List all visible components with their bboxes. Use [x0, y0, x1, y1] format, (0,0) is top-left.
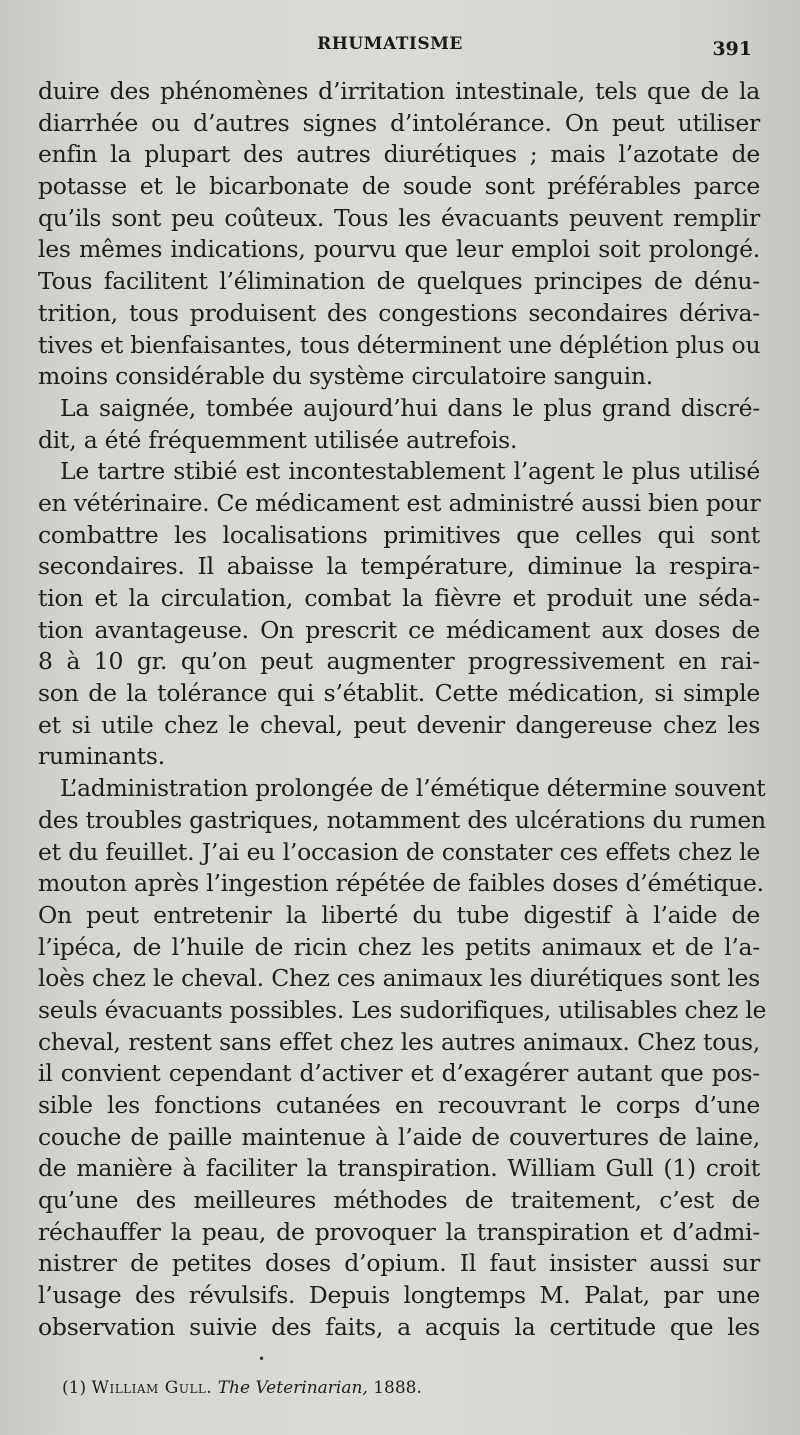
- text-line: tion avantageuse. On prescrit ce médicament aux doses de: [38, 615, 760, 644]
- text-line: l’usage des révulsifs. Depuis longtemps M. Palat, par une: [38, 1281, 760, 1310]
- text-line: potasse et le bicarbonate de soude sont préférables parce: [38, 172, 760, 201]
- text-line: tion et la circulation, combat la fièvre et produit une séda-: [38, 584, 760, 612]
- text-line: On peut entretenir la liberté du tube digestif à l’aide de: [38, 900, 760, 929]
- text-line: son de la tolérance qui s’établit. Cette médication, si simple: [38, 679, 760, 708]
- text-line: et si utile chez le cheval, peut devenir dangereuse chez les: [38, 710, 760, 739]
- text-line: secondaires. Il abaisse la température, diminue la respira-: [38, 552, 760, 581]
- footnote-marker: (1): [62, 1378, 87, 1398]
- text-line: mouton après l’ingestion répétée de faibles doses d’émétique.: [38, 869, 764, 898]
- body-text: [38, 76, 767, 1344]
- text-line: les mêmes indications, pourvu que leur emploi soit prolongé.: [38, 235, 760, 264]
- text-line: diarrhée ou d’autres signes d’intolérance. On peut utiliser: [38, 108, 760, 137]
- text-line: l’ipéca, de l’huile de ricin chez les petits animaux et de l’a-: [38, 932, 760, 961]
- running-head: [0, 30, 800, 60]
- text-line: trition, tous produisent des congestions secondaires dériva-: [38, 298, 760, 327]
- text-line: combattre les localisations primitives que celles qui sont: [38, 520, 760, 549]
- text-line: La saignée, tombée aujourd’hui dans le plus grand discré-: [60, 393, 760, 422]
- text-line: ruminants.: [38, 742, 165, 771]
- text-line: réchauffer la peau, de provoquer la transpiration et d’admi-: [38, 1217, 760, 1246]
- text-line: en vétérinaire. Ce médicament est administré aussi bien pour: [38, 488, 761, 517]
- text-line: dit, a été fréquemment utilisée autrefois.: [38, 425, 518, 454]
- text-line: 8 à 10 gr. qu’on peut augmenter progressivement en rai-: [38, 647, 760, 676]
- text-line: qu’ils sont peu coûteux. Tous les évacuants peuvent remplir: [38, 203, 760, 232]
- footnote-journal: The Veterinarian,: [217, 1378, 368, 1398]
- text-line: couche de paille maintenue à l’aide de couvertures de laine,: [38, 1122, 760, 1151]
- text-line: sible les fonctions cutanées en recouvrant le corps d’une: [38, 1091, 760, 1119]
- text-line: loès chez le cheval. Chez ces animaux les diurétiques sont les: [38, 964, 760, 993]
- text-line: qu’une des meilleures méthodes de traitement, c’est de: [38, 1186, 760, 1215]
- chapter-title: RHUMATISME: [317, 34, 463, 54]
- text-line: seuls évacuants possibles. Les sudorifiques, utilisables chez le: [38, 995, 767, 1024]
- text-line: Le tartre stibié est incontestablement l’agent le plus utilisé: [60, 457, 760, 486]
- text-line: tives et bienfaisantes, tous déterminent une déplétion plus ou: [38, 330, 761, 359]
- text-line: des troubles gastriques, notamment des ulcérations du rumen: [38, 805, 766, 834]
- text-line: L’administration prolongée de l’émétique détermine souvent: [60, 774, 766, 803]
- continuation-mark: •: [258, 1352, 266, 1366]
- footnote-author: William Gull.: [91, 1378, 213, 1398]
- text-line: enfin la plupart des autres diurétiques ; mais l’azotate de: [38, 140, 760, 169]
- text-line: observation suivie des faits, a acquis la certitude que les: [38, 1312, 760, 1341]
- text-line: Tous facilitent l’élimination de quelques principes de dénu-: [38, 267, 760, 296]
- text-line: nistrer de petites doses d’opium. Il faut insister aussi sur: [38, 1249, 760, 1278]
- footnote-year: 1888.: [373, 1378, 422, 1398]
- text-line: duire des phénomènes d’irritation intestinale, tels que de la: [38, 77, 760, 105]
- text-line: cheval, restent sans effet chez les autres animaux. Chez tous,: [38, 1027, 760, 1056]
- page-number: 391: [712, 38, 752, 60]
- text-line: et du feuillet. J’ai eu l’occasion de constater ces effets chez le: [38, 837, 760, 866]
- footnote: [62, 1378, 422, 1398]
- text-line: moins considérable du système circulatoire sanguin.: [38, 362, 654, 391]
- text-line: il convient cependant d’activer et d’exagérer autant que pos-: [38, 1059, 760, 1088]
- text-line: de manière à faciliter la transpiration. William Gull (1) croit: [38, 1154, 760, 1183]
